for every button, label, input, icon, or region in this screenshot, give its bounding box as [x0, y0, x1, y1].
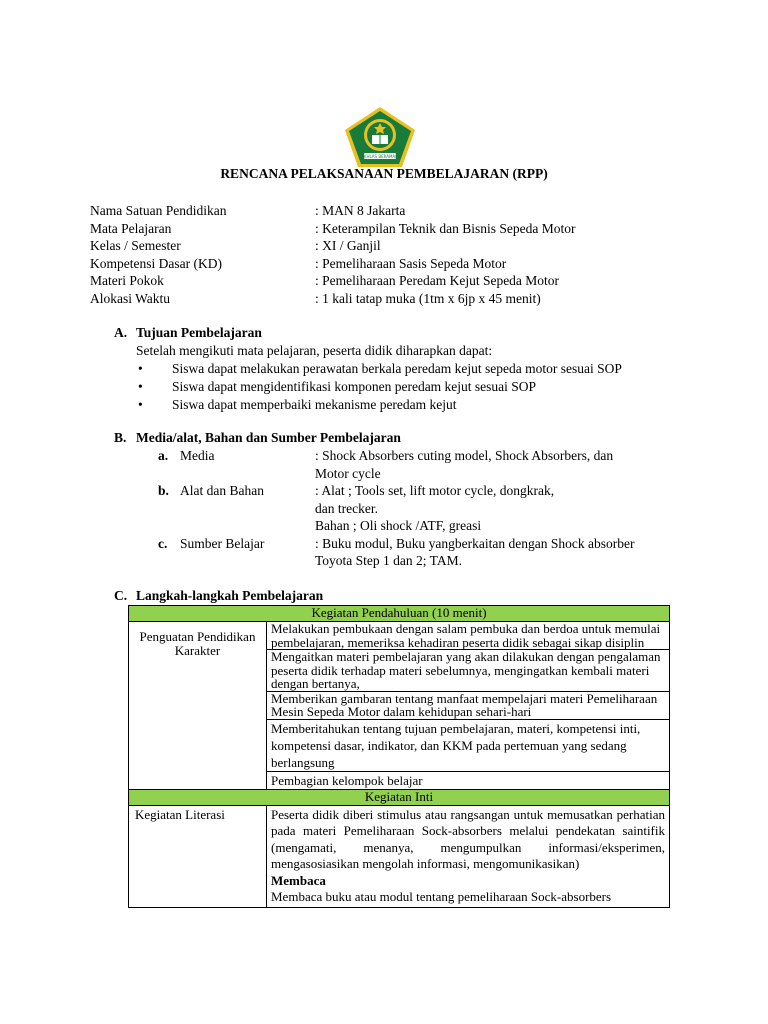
media-value-line: Motor cycle — [315, 465, 381, 481]
info-label: Nama Satuan Pendidikan — [90, 203, 227, 218]
learning-steps-table — [128, 605, 670, 908]
media-value-line: : Buku modul, Buku yangberkaitan dengan Shock absorber — [315, 535, 635, 551]
inti-header: Kegiatan Inti — [129, 789, 670, 805]
section-title: Media/alat, Bahan dan Sumber Pembelajaran — [136, 430, 401, 445]
info-label: Kelas / Semester — [90, 238, 181, 254]
section-title: Tujuan Pembelajaran — [136, 325, 262, 340]
table-cell: Mengaitkan materi pembelajaran yang akan dilakukan dengan pengalaman peserta didik terhadap materi sebelumnya, mengingatkan kembali materi dengan bertanya, — [267, 650, 670, 692]
media-value — [315, 447, 645, 482]
info-row — [90, 220, 576, 238]
media-value — [315, 535, 645, 570]
section-a-intro: Setelah mengikuti mata pelajaran, peserta didik diharapkan dapat: — [136, 343, 493, 358]
table-row — [129, 805, 670, 907]
table-cell: Memberitahukan tentang tujuan pembelajaran, materi, kompetensi inti, kompetensi dasar, indikator, dan KKM pada pertemuan yang sedang berlangsung — [267, 719, 670, 771]
info-row — [90, 237, 576, 255]
table-row — [129, 622, 670, 650]
page-title: RENCANA PELAKSANAAN PEMBELAJARAN (RPP) — [220, 166, 548, 181]
media-item — [158, 535, 645, 570]
table-cell — [267, 805, 670, 907]
section-a-heading — [114, 325, 262, 341]
info-label: Alokasi Waktu — [90, 290, 171, 306]
bullet-icon: • — [138, 361, 143, 376]
info-value: : Pemeliharaan Peredam Kejut Sepeda Motor — [315, 273, 560, 289]
info-value: : Pemeliharaan Sasis Sepeda Motor — [315, 255, 507, 271]
pendahuluan-header: Kegiatan Pendahuluan (10 menit) — [129, 606, 670, 622]
media-value-line: : Shock Absorbers cuting model, Shock Absorbers, dan — [315, 448, 614, 463]
list-item-text: Siswa dapat mengidentifikasi komponen peredam kejut sesuai SOP — [172, 379, 537, 394]
media-label: Alat dan Bahan — [180, 483, 264, 498]
bullet-icon: • — [138, 379, 143, 394]
info-row — [90, 202, 576, 220]
info-label: Mata Pelajaran — [90, 220, 172, 236]
info-value: : 1 kali tatap muka (1tm x 6jp x 45 menit) — [315, 290, 541, 306]
objectives-list — [136, 360, 622, 414]
media-value-line: Bahan ; Oli shock /ATF, greasi — [315, 518, 482, 533]
table-cell: Melakukan pembukaan dengan salam pembuka dan berdoa untuk memulai pembelajaran, memeriksa kehadiran peserta didik sebagai sikap disiplin — [267, 622, 670, 650]
info-row — [90, 272, 576, 290]
logo-text: IKHLAS BERAMAL — [362, 154, 398, 159]
list-item — [136, 378, 622, 396]
kemenag-emblem-icon — [344, 106, 416, 168]
table-cell: Memberikan gambaran tentang manfaat mempelajari materi Pemeliharaan Mesin Sepeda Motor dalam kehidupan sehari-hari — [267, 691, 670, 719]
bullet-icon: • — [138, 397, 143, 412]
side-label: Penguatan Pendidikan Karakter — [129, 622, 267, 790]
table-row — [129, 606, 670, 622]
info-value: : XI / Ganjil — [315, 238, 381, 254]
side-label: Kegiatan Literasi — [129, 805, 267, 907]
media-item — [158, 447, 645, 482]
media-list — [158, 447, 645, 570]
identity-table — [90, 202, 576, 308]
section-letter: B. — [114, 430, 127, 445]
media-label: Sumber Belajar — [180, 535, 265, 551]
media-value — [315, 482, 645, 535]
media-label: Media — [180, 448, 215, 463]
section-c-heading — [114, 588, 323, 604]
media-letter: a. — [158, 448, 169, 463]
list-item — [136, 360, 622, 378]
list-item-text: Siswa dapat memperbaiki mekanisme peredam kejut — [172, 397, 457, 412]
list-item — [136, 396, 622, 414]
inti-text: Peserta didik diberi stimulus atau rangsangan untuk memusatkan perhatian pada materi Pemeliharaan Sock-absorbers melalui pendekatan saintifik (mengamati, menanya, mengumpulkan informasi/eksperimen, mengasosiasikan mengolah informasi, mengomunikasikan) — [271, 806, 665, 871]
info-value: : MAN 8 Jakarta — [315, 203, 406, 218]
media-letter: b. — [158, 483, 169, 498]
table-row — [129, 789, 670, 805]
media-item — [158, 482, 645, 535]
media-value-line: : Alat ; Tools set, lift motor cycle, dongkrak, — [315, 483, 555, 498]
section-letter: C. — [114, 588, 128, 603]
media-letter: c. — [158, 535, 168, 551]
inti-subheading: Membaca — [271, 872, 326, 888]
media-value-line: Toyota Step 1 dan 2; TAM. — [315, 553, 462, 568]
inti-after: Membaca buku atau modul tentang pemeliharaan Sock-absorbers — [271, 889, 612, 904]
section-b-heading — [114, 430, 401, 446]
list-item-text: Siswa dapat melakukan perawatan berkala peredam kejut sepeda motor sesuai SOP — [172, 361, 622, 376]
info-row — [90, 255, 576, 273]
info-label: Kompetensi Dasar (KD) — [90, 255, 222, 271]
section-title: Langkah-langkah Pembelajaran — [136, 588, 324, 603]
media-value-line: dan trecker. — [315, 500, 378, 516]
info-row — [90, 290, 576, 308]
info-value: : Keterampilan Teknik dan Bisnis Sepeda Motor — [315, 220, 576, 236]
info-label: Materi Pokok — [90, 273, 164, 289]
section-letter: A. — [114, 325, 128, 340]
table-cell: Pembagian kelompok belajar — [267, 771, 670, 789]
